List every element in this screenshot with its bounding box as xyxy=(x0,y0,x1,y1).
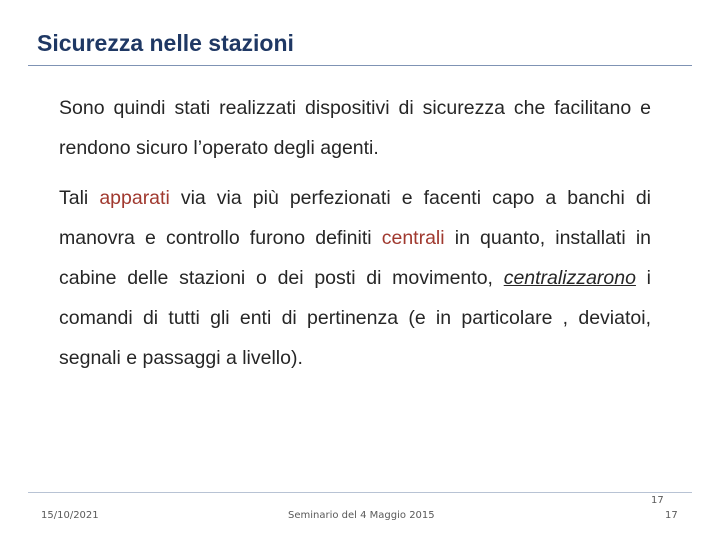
paragraph-2-part-4: i comandi di tutti gli enti di pertinenza (e in particolare , deviatoi, segnali e passaggi a livello). xyxy=(59,267,652,369)
paragraph-1 xyxy=(59,88,651,168)
footer-event: Seminario del 4 Maggio 2015 xyxy=(288,510,435,521)
term-centrali: centrali xyxy=(381,227,445,249)
page-number-top: 17 xyxy=(651,495,664,506)
paragraph-2-part-3: in quanto, installati in cabine delle stazioni o dei posti di movimento, xyxy=(59,227,651,289)
slide-title: Sicurezza nelle stazioni xyxy=(37,30,294,56)
paragraph-2-text xyxy=(59,178,651,378)
paragraph-2 xyxy=(59,178,651,378)
paragraph-1-text: Sono quindi stati realizzati dispositivi di sicurezza che facilitano e rendono sicuro l’operato degli agenti. xyxy=(59,97,651,159)
paragraph-2-part-1: Tali xyxy=(59,187,100,209)
footer-divider xyxy=(28,492,692,493)
page-number-bottom: 17 xyxy=(665,510,678,521)
term-apparati: apparati xyxy=(99,187,170,209)
paragraph-2-part-2: via via più perfezionati e facenti capo a banchi di manovra e controllo furono definiti xyxy=(59,187,651,249)
footer-date: 15/10/2021 xyxy=(41,510,99,521)
title-divider xyxy=(28,65,692,66)
term-centralizzarono: centralizzarono xyxy=(503,267,636,289)
